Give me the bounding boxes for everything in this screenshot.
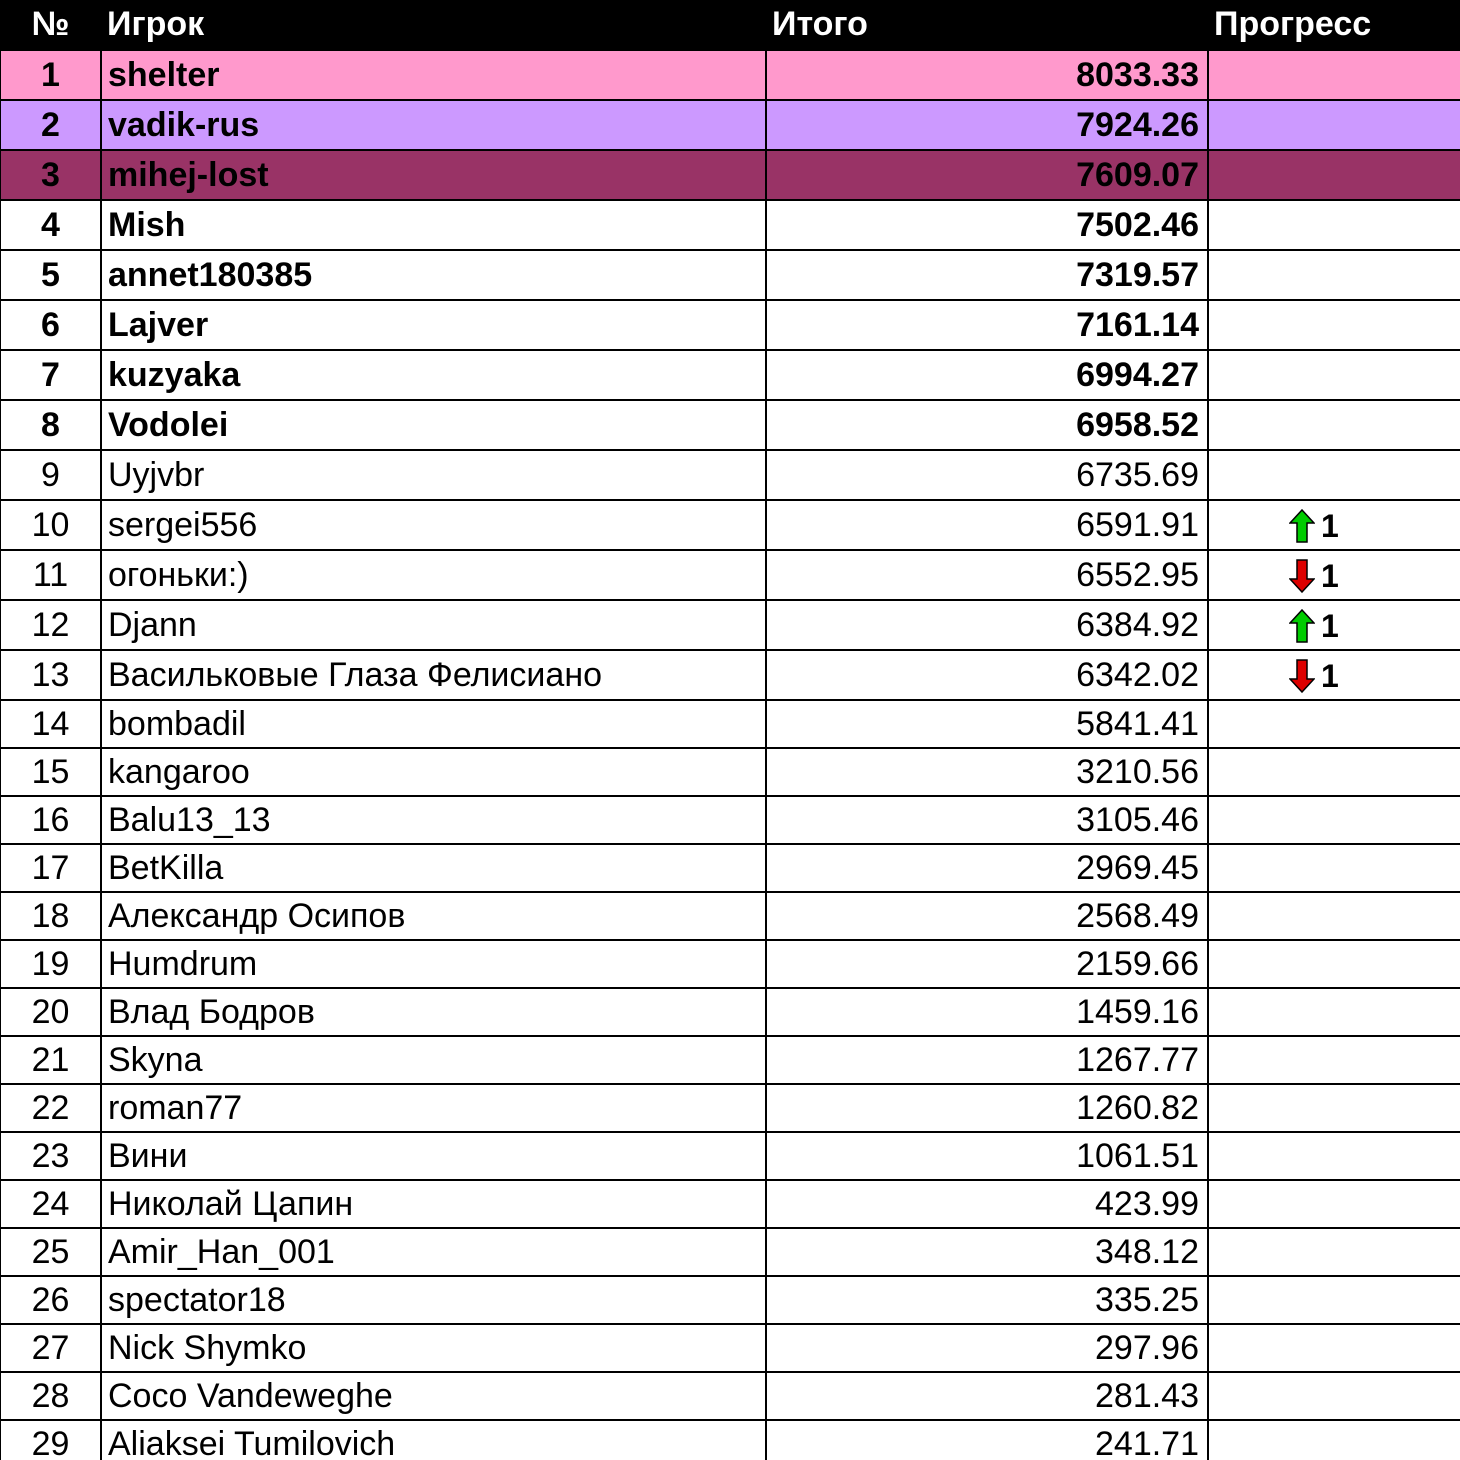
header-row bbox=[0, 0, 1460, 50]
cell-rank[interactable]: 8 bbox=[0, 400, 101, 450]
cell-player[interactable]: Balu13_13 bbox=[101, 796, 766, 844]
table-row[interactable] bbox=[0, 748, 1460, 796]
cell-rank[interactable]: 11 bbox=[0, 550, 101, 600]
cell-total[interactable]: 6552.95 bbox=[766, 550, 1208, 600]
cell-player[interactable]: Александр Осипов bbox=[101, 892, 766, 940]
header-rank[interactable]: № bbox=[31, 5, 70, 43]
cell-rank[interactable]: 1 bbox=[0, 50, 101, 100]
cell-player[interactable]: Nick Shymko bbox=[101, 1324, 766, 1372]
table-row[interactable] bbox=[0, 988, 1460, 1036]
cell-total[interactable]: 8033.33 bbox=[766, 50, 1208, 100]
header-player[interactable]: Игрок bbox=[107, 5, 205, 43]
header-progress[interactable]: Прогресс bbox=[1214, 5, 1372, 43]
cell-total[interactable]: 241.71 bbox=[766, 1420, 1208, 1460]
cell-total[interactable]: 1459.16 bbox=[766, 988, 1208, 1036]
cell-player[interactable]: Djann bbox=[101, 600, 766, 650]
cell-total[interactable]: 297.96 bbox=[766, 1324, 1208, 1372]
cell-total[interactable]: 7161.14 bbox=[766, 300, 1208, 350]
header-total[interactable]: Итого bbox=[772, 5, 868, 43]
cell-total[interactable]: 7609.07 bbox=[766, 150, 1208, 200]
cell-rank[interactable]: 20 bbox=[0, 988, 101, 1036]
cell-progress[interactable] bbox=[1208, 250, 1460, 300]
cell-rank[interactable]: 28 bbox=[0, 1372, 101, 1420]
cell-player[interactable]: roman77 bbox=[101, 1084, 766, 1132]
cell-rank[interactable]: 5 bbox=[0, 250, 101, 300]
cell-rank[interactable]: 3 bbox=[0, 150, 101, 200]
cell-progress[interactable] bbox=[1208, 550, 1460, 600]
table-row[interactable] bbox=[0, 700, 1460, 748]
cell-rank[interactable]: 9 bbox=[0, 450, 101, 500]
cell-player[interactable]: annet180385 bbox=[101, 250, 766, 300]
cell-rank[interactable]: 21 bbox=[0, 1036, 101, 1084]
cell-player[interactable]: Васильковые Глаза Фелисиано bbox=[101, 650, 766, 700]
cell-total[interactable]: 6735.69 bbox=[766, 450, 1208, 500]
cell-rank[interactable]: 18 bbox=[0, 892, 101, 940]
cell-rank[interactable]: 23 bbox=[0, 1132, 101, 1180]
cell-progress[interactable] bbox=[1208, 1372, 1460, 1420]
progress-value: 1 bbox=[1321, 658, 1339, 694]
table-row[interactable] bbox=[0, 500, 1460, 550]
table-header bbox=[0, 0, 1460, 50]
cell-progress[interactable] bbox=[1208, 200, 1460, 250]
cell-player[interactable]: Вини bbox=[101, 1132, 766, 1180]
cell-rank[interactable]: 2 bbox=[0, 100, 101, 150]
cell-total[interactable]: 7502.46 bbox=[766, 200, 1208, 250]
table-row[interactable] bbox=[0, 844, 1460, 892]
cell-total[interactable]: 1267.77 bbox=[766, 1036, 1208, 1084]
table-body bbox=[0, 50, 1460, 1460]
cell-total[interactable]: 1260.82 bbox=[766, 1084, 1208, 1132]
cell-player[interactable]: Skyna bbox=[101, 1036, 766, 1084]
cell-rank[interactable]: 24 bbox=[0, 1180, 101, 1228]
arrow-up-icon bbox=[1289, 609, 1315, 643]
cell-progress[interactable] bbox=[1208, 844, 1460, 892]
table-row[interactable] bbox=[0, 450, 1460, 500]
table-row[interactable] bbox=[0, 1084, 1460, 1132]
cell-total[interactable]: 281.43 bbox=[766, 1372, 1208, 1420]
cell-rank[interactable]: 25 bbox=[0, 1228, 101, 1276]
cell-progress[interactable] bbox=[1208, 650, 1460, 700]
cell-progress[interactable] bbox=[1208, 1084, 1460, 1132]
cell-progress[interactable] bbox=[1208, 500, 1460, 550]
cell-progress[interactable] bbox=[1208, 1276, 1460, 1324]
cell-rank[interactable]: 12 bbox=[0, 600, 101, 650]
cell-player[interactable]: Vodolei bbox=[101, 400, 766, 450]
cell-player[interactable]: mihej-lost bbox=[101, 150, 766, 200]
cell-total[interactable]: 3105.46 bbox=[766, 796, 1208, 844]
cell-player[interactable]: огоньки:) bbox=[101, 550, 766, 600]
cell-player[interactable]: kangaroo bbox=[101, 748, 766, 796]
cell-total[interactable]: 7924.26 bbox=[766, 100, 1208, 150]
cell-progress[interactable] bbox=[1208, 1324, 1460, 1372]
table-row[interactable] bbox=[0, 1420, 1460, 1460]
cell-total[interactable]: 1061.51 bbox=[766, 1132, 1208, 1180]
cell-rank[interactable]: 16 bbox=[0, 796, 101, 844]
cell-player[interactable]: Влад Бодров bbox=[101, 988, 766, 1036]
cell-rank[interactable]: 4 bbox=[0, 200, 101, 250]
cell-progress[interactable] bbox=[1208, 100, 1460, 150]
cell-progress[interactable] bbox=[1208, 700, 1460, 748]
cell-progress[interactable] bbox=[1208, 748, 1460, 796]
cell-total[interactable]: 335.25 bbox=[766, 1276, 1208, 1324]
cell-total[interactable]: 6342.02 bbox=[766, 650, 1208, 700]
cell-player[interactable]: bombadil bbox=[101, 700, 766, 748]
cell-rank[interactable]: 29 bbox=[0, 1420, 101, 1460]
progress-value: 1 bbox=[1321, 508, 1339, 544]
cell-total[interactable]: 6994.27 bbox=[766, 350, 1208, 400]
table-row[interactable] bbox=[0, 50, 1460, 100]
cell-player[interactable]: Aliaksei Tumilovich bbox=[101, 1420, 766, 1460]
table-row[interactable] bbox=[0, 940, 1460, 988]
cell-rank[interactable]: 14 bbox=[0, 700, 101, 748]
table-row[interactable] bbox=[0, 100, 1460, 150]
cell-progress[interactable] bbox=[1208, 796, 1460, 844]
cell-total[interactable]: 6384.92 bbox=[766, 600, 1208, 650]
cell-progress[interactable] bbox=[1208, 1180, 1460, 1228]
table-row[interactable] bbox=[0, 1132, 1460, 1180]
cell-total[interactable]: 2969.45 bbox=[766, 844, 1208, 892]
table-row[interactable] bbox=[0, 1276, 1460, 1324]
cell-player[interactable]: spectator18 bbox=[101, 1276, 766, 1324]
cell-progress[interactable] bbox=[1208, 600, 1460, 650]
cell-rank[interactable]: 6 bbox=[0, 300, 101, 350]
cell-rank[interactable]: 17 bbox=[0, 844, 101, 892]
table-row[interactable] bbox=[0, 796, 1460, 844]
cell-total[interactable]: 7319.57 bbox=[766, 250, 1208, 300]
cell-total[interactable]: 423.99 bbox=[766, 1180, 1208, 1228]
cell-progress[interactable] bbox=[1208, 1036, 1460, 1084]
cell-player[interactable]: Николай Цапин bbox=[101, 1180, 766, 1228]
table-row[interactable] bbox=[0, 300, 1460, 350]
cell-total[interactable]: 2159.66 bbox=[766, 940, 1208, 988]
table-row[interactable] bbox=[0, 1372, 1460, 1420]
cell-player[interactable]: Coco Vandeweghe bbox=[101, 1372, 766, 1420]
arrow-down-icon bbox=[1289, 659, 1315, 693]
cell-progress[interactable] bbox=[1208, 50, 1460, 100]
cell-player[interactable]: Amir_Han_001 bbox=[101, 1228, 766, 1276]
table-row[interactable] bbox=[0, 1228, 1460, 1276]
cell-player[interactable]: Uyjvbr bbox=[101, 450, 766, 500]
cell-progress[interactable] bbox=[1208, 1420, 1460, 1460]
cell-rank[interactable]: 19 bbox=[0, 940, 101, 988]
cell-progress[interactable] bbox=[1208, 300, 1460, 350]
cell-total[interactable]: 2568.49 bbox=[766, 892, 1208, 940]
cell-rank[interactable]: 26 bbox=[0, 1276, 101, 1324]
cell-player[interactable]: shelter bbox=[101, 50, 766, 100]
table-row[interactable] bbox=[0, 150, 1460, 200]
table-row[interactable] bbox=[0, 650, 1460, 700]
cell-rank[interactable]: 22 bbox=[0, 1084, 101, 1132]
table-row[interactable] bbox=[0, 550, 1460, 600]
cell-rank[interactable]: 7 bbox=[0, 350, 101, 400]
cell-progress[interactable] bbox=[1208, 1132, 1460, 1180]
cell-rank[interactable]: 13 bbox=[0, 650, 101, 700]
cell-total[interactable]: 3210.56 bbox=[766, 748, 1208, 796]
cell-progress[interactable] bbox=[1208, 988, 1460, 1036]
table-row[interactable] bbox=[0, 1036, 1460, 1084]
cell-progress[interactable] bbox=[1208, 940, 1460, 988]
arrow-up-icon bbox=[1289, 509, 1315, 543]
cell-player[interactable]: sergei556 bbox=[101, 500, 766, 550]
cell-progress[interactable] bbox=[1208, 150, 1460, 200]
table-row[interactable] bbox=[0, 400, 1460, 450]
cell-progress[interactable] bbox=[1208, 1228, 1460, 1276]
cell-total[interactable]: 6591.91 bbox=[766, 500, 1208, 550]
arrow-down-icon bbox=[1289, 559, 1315, 593]
table-row[interactable] bbox=[0, 1324, 1460, 1372]
cell-rank[interactable]: 27 bbox=[0, 1324, 101, 1372]
table-row[interactable] bbox=[0, 892, 1460, 940]
progress-value: 1 bbox=[1321, 608, 1339, 644]
table-row[interactable] bbox=[0, 600, 1460, 650]
cell-progress[interactable] bbox=[1208, 350, 1460, 400]
cell-total[interactable]: 5841.41 bbox=[766, 700, 1208, 748]
cell-player[interactable]: vadik-rus bbox=[101, 100, 766, 150]
cell-rank[interactable]: 10 bbox=[0, 500, 101, 550]
table-row[interactable] bbox=[0, 350, 1460, 400]
cell-progress[interactable] bbox=[1208, 400, 1460, 450]
table-row[interactable] bbox=[0, 1180, 1460, 1228]
cell-progress[interactable] bbox=[1208, 892, 1460, 940]
cell-total[interactable]: 6958.52 bbox=[766, 400, 1208, 450]
cell-total[interactable]: 348.12 bbox=[766, 1228, 1208, 1276]
cell-rank[interactable]: 15 bbox=[0, 748, 101, 796]
cell-player[interactable]: Lajver bbox=[101, 300, 766, 350]
progress-value: 1 bbox=[1321, 558, 1339, 594]
cell-player[interactable]: BetKilla bbox=[101, 844, 766, 892]
cell-player[interactable]: kuzyaka bbox=[101, 350, 766, 400]
cell-player[interactable]: Humdrum bbox=[101, 940, 766, 988]
table-row[interactable] bbox=[0, 200, 1460, 250]
table-row[interactable] bbox=[0, 250, 1460, 300]
cell-player[interactable]: Mish bbox=[101, 200, 766, 250]
cell-progress[interactable] bbox=[1208, 450, 1460, 500]
